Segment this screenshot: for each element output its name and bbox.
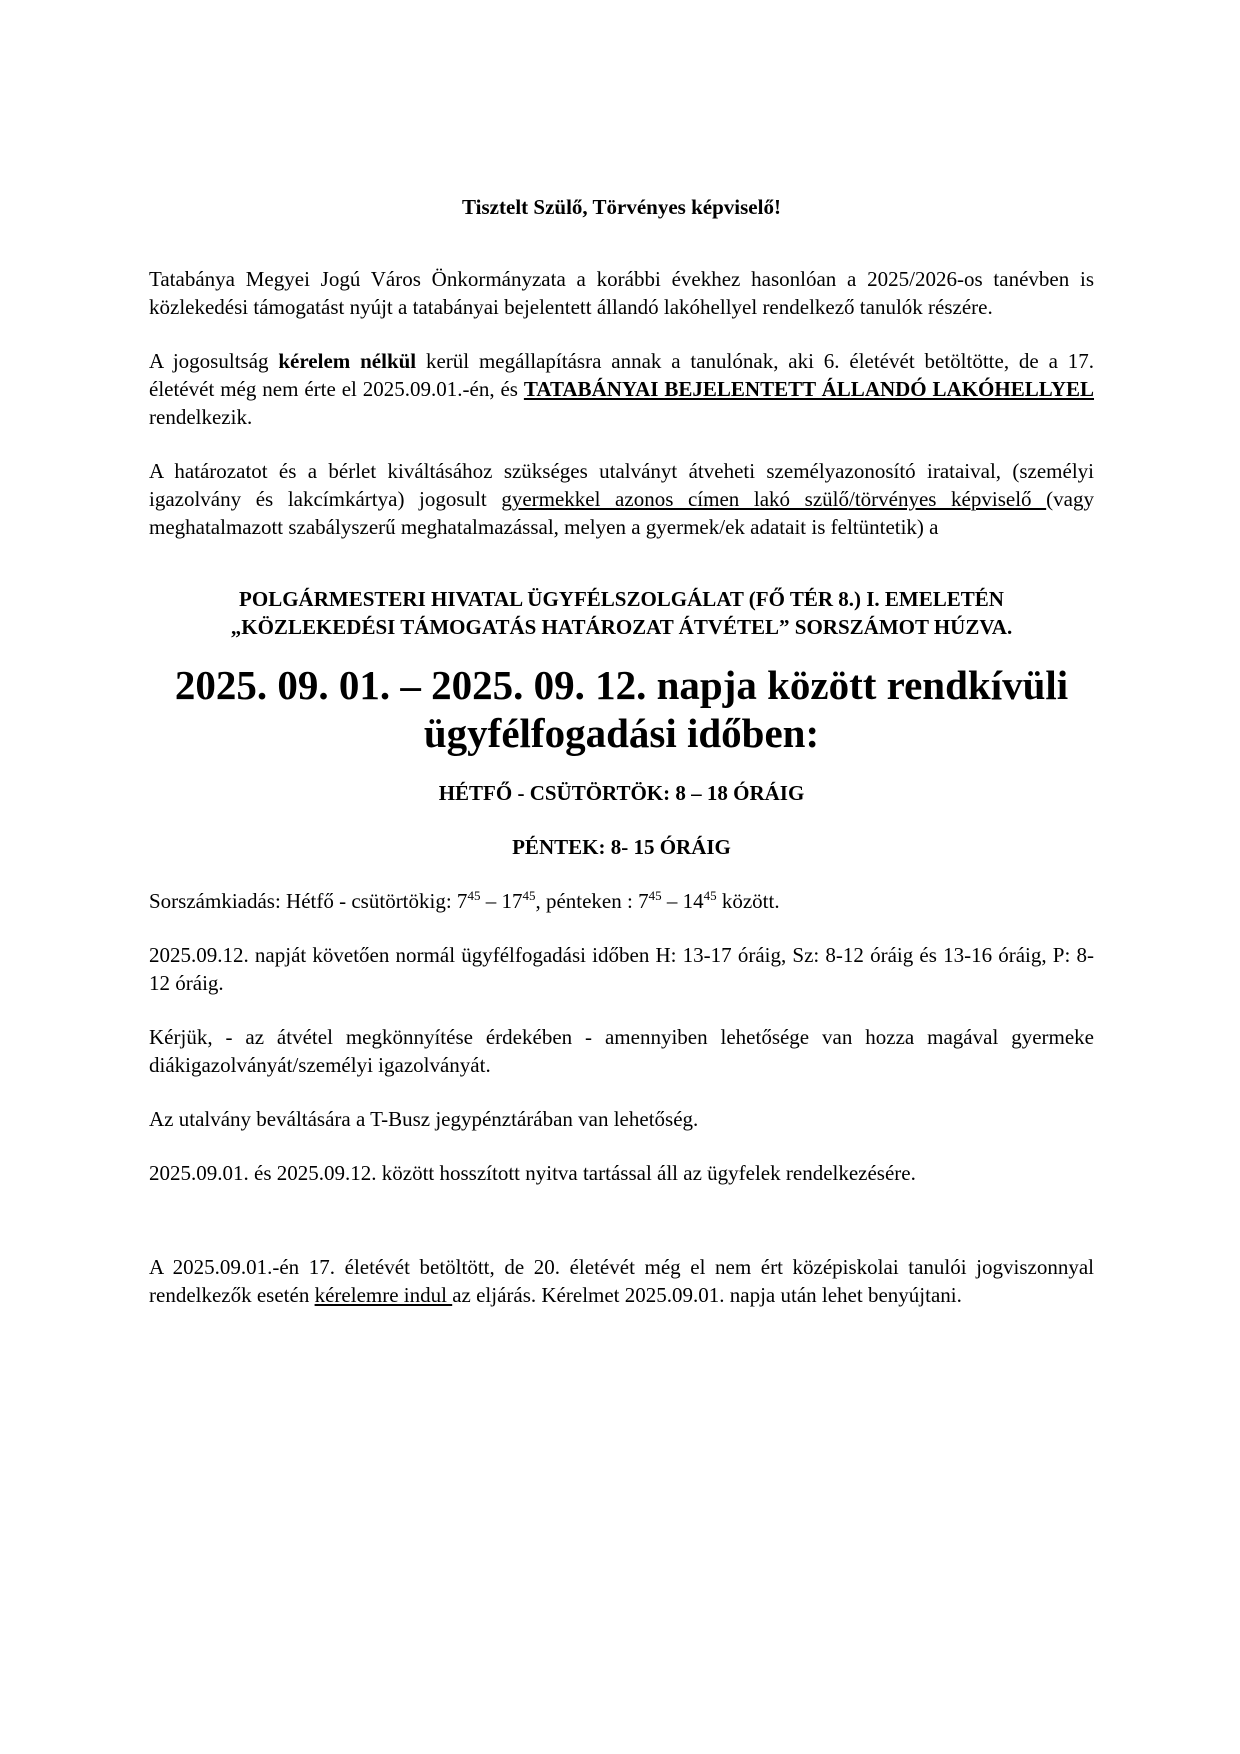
on-request-underline: kérelemre indul: [314, 1283, 453, 1307]
extended-hours-paragraph: 2025.09.01. és 2025.09.12. között hosszított nyitva tartással áll az ügyfelek rendelkezésére.: [149, 1161, 916, 1185]
no-request-emphasis: kérelem nélkül: [278, 349, 417, 373]
parent-underline: gyermekkel azonos címen lakó szülő/törvényes képviselő: [501, 487, 1047, 511]
normal-hours-paragraph: 2025.09.12. napját követően normál ügyfélfogadási időben H: 13-17 óráig, Sz: 8-12 óráig és 13-16 óráig, P: 8-12 óráig.: [149, 943, 1094, 995]
office-location: [149, 585, 1094, 641]
ticket-issue-paragraph: Sorszámkiadás: Hétfő - csütörtökig: $7^{45} - 17^{45}$, pénteken : $7^{45} - 14^{45}$ között.: [149, 888, 780, 913]
voucher-paragraph: Az utalvány beváltására a T-Busz jegypénztárában van lehetőség.: [149, 1107, 699, 1131]
special-period-heading: 2025. 09. 01. – 2025. 09. 12. napja között rendkívüli ügyfélfogadási időben:: [174, 662, 1069, 756]
collection-paragraph: A határozatot és a bérlet kiváltásához szükséges utalványt átveheti személyazonosító irataival, (személyi igazolvány és lakcímkártya) jogosult gyermekkel azonos címen lakó szülő/törvényes képviselő (vagy meghatalmazott szabályszerű meghatalmazással, melyen a gyermek/ek adatait is feltüntetik) a: [149, 459, 1094, 539]
older-students-paragraph: A 2025.09.01.-én 17. életévét betöltött, de 20. életévét még el nem ért középiskolai tanulói jogviszonnyal rendelkezők esetén kérelemre indul az eljárás. Kérelmet 2025.09.01. napja után lehet benyújtani.: [149, 1255, 1094, 1307]
office-line-1: POLGÁRMESTERI HIVATAL ÜGYFÉLSZOLGÁLAT (FŐ TÉR 8.) I. EMELETÉN: [239, 587, 1004, 611]
document-page: [149, 193, 1094, 1335]
eligibility-paragraph: A jogosultság kérelem nélkül kerül megállapításra annak a tanulónak, aki 6. életévét betöltötte, de a 17. életévét még nem érte el 2025.09.01.-én, és TATABÁNYAI BEJELENTETT ÁLLANDÓ LAKÓHELLYEL rendelkezik.: [149, 349, 1095, 429]
intro-paragraph: Tatabánya Megyei Jogú Város Önkormányzata a korábbi évekhez hasonlóan a 2025/2026-os tanévben is közlekedési támogatást nyújt a tatabányai bejelentett állandó lakóhellyel rendelkező tanulók részére.: [149, 267, 1094, 319]
salutation-heading: Tisztelt Szülő, Törvényes képviselő!: [462, 195, 781, 219]
residence-emphasis: TATABÁNYAI BEJELENTETT ÁLLANDÓ LAKÓHELLYEL: [523, 377, 1095, 401]
hours-mon-thu: HÉTFŐ - CSÜTÖRTÖK: 8 – 18 ÓRÁIG: [438, 781, 805, 805]
hours-fri: PÉNTEK: 8- 15 ÓRÁIG: [512, 835, 731, 859]
spacer: [149, 1213, 1094, 1253]
request-paragraph: Kérjük, - az átvétel megkönnyítése érdekében - amennyiben lehetősége van hozza magával gyermeke diákigazolványát/személyi igazolványát.: [149, 1025, 1094, 1077]
office-line-2: „KÖZLEKEDÉSI TÁMOGATÁS HATÁROZAT ÁTVÉTEL” SORSZÁMOT HÚZVA.: [230, 615, 1013, 639]
